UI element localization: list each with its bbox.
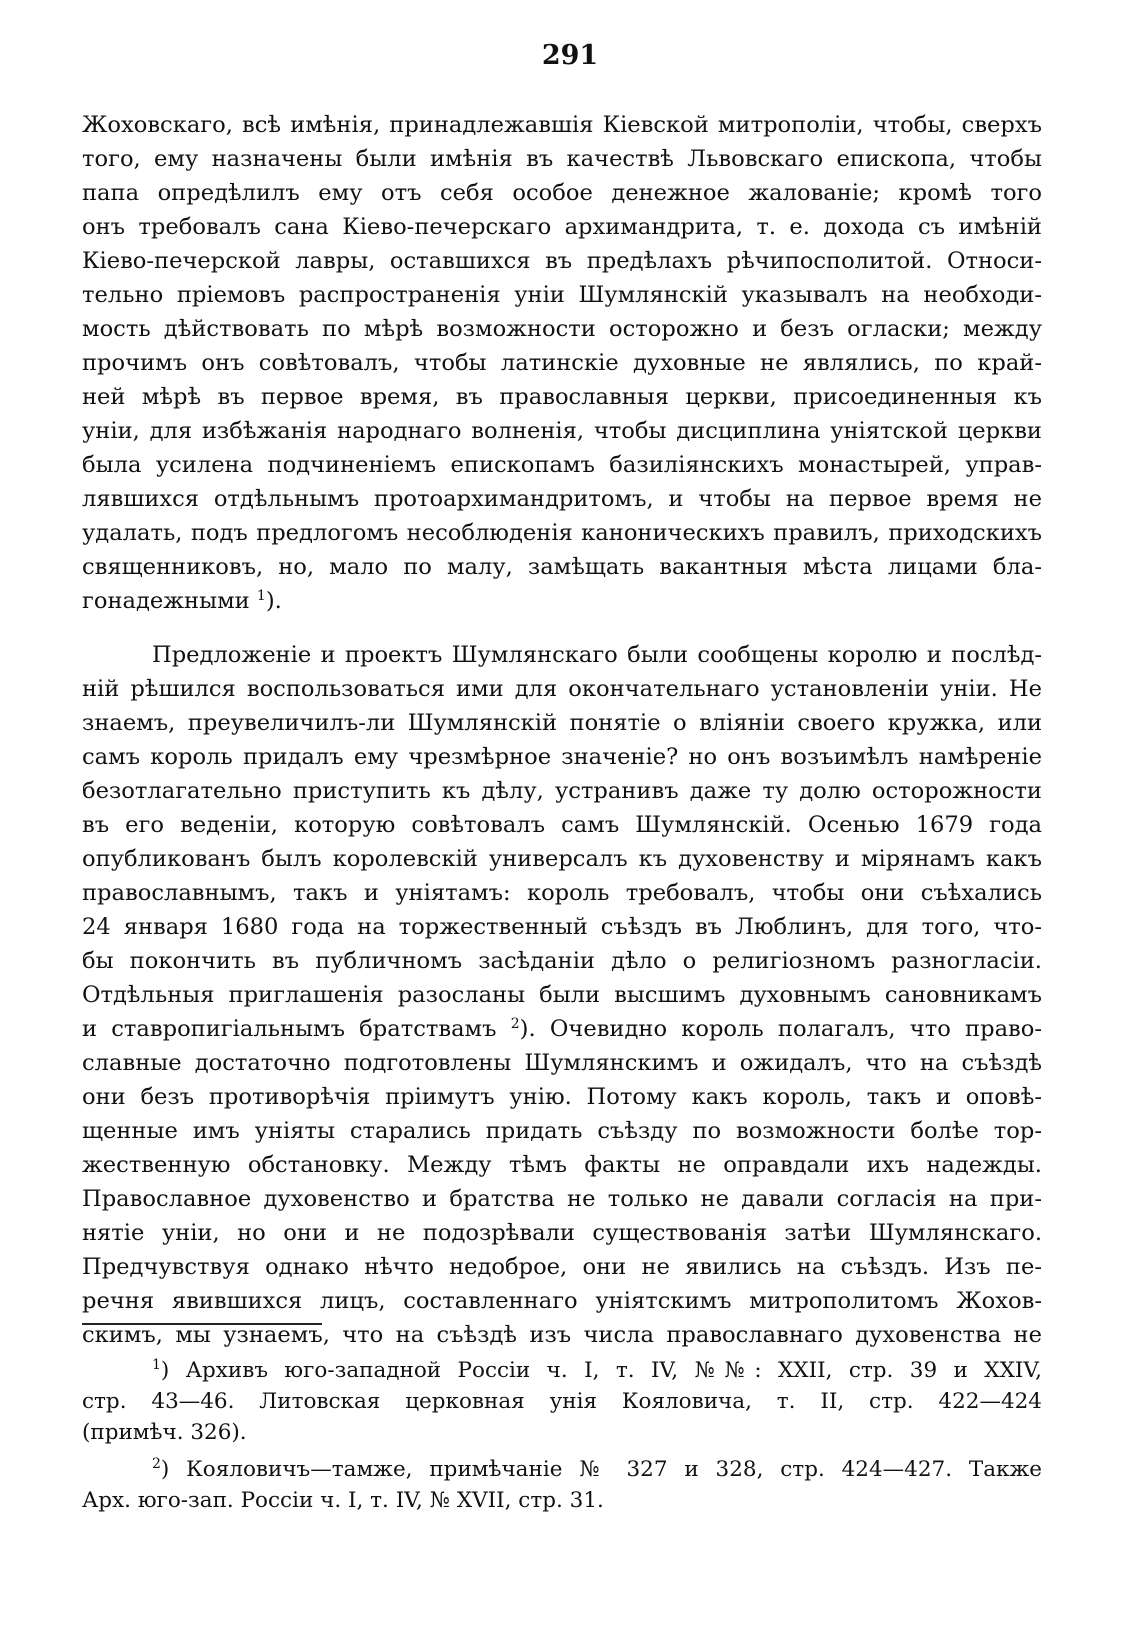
- text-line: священниковъ, но, мало по малу, замѣщать вакантныя мѣста лицами бла-: [82, 554, 1042, 580]
- footnote-ref-1[interactable]: 1: [256, 588, 266, 604]
- text-line: нятіе уніи, но они и не подозрѣвали существованія затѣи Шумлянскаго.: [82, 1220, 1042, 1246]
- footnote-2: [82, 1454, 1042, 1516]
- text-line: тельно пріемовъ распространенія уніи Шумлянскій указывалъ на необходи-: [82, 282, 1042, 308]
- text-line: 24 января 1680 года на торжественный съѣздъ въ Люблинъ, для того, что-: [82, 914, 1042, 940]
- text-line: Православное духовенство и братства не только не давали согласія на при-: [82, 1186, 1042, 1212]
- footnote-divider: [82, 1323, 322, 1325]
- text-line: [82, 584, 1042, 618]
- page-number: 291: [541, 40, 599, 71]
- paragraph-spacer: [82, 618, 1042, 638]
- footnote-marker: 1: [152, 1357, 161, 1373]
- paragraph-2: [82, 638, 1042, 1352]
- text-line: онъ требовалъ сана Кіево-печерскаго архимандрита, т. е. дохода съ имѣній: [82, 214, 1042, 240]
- text-line: самъ король придалъ ему чрезмѣрное значеніе? но онъ возъимѣлъ намѣреніе: [82, 744, 1042, 770]
- text-line: Предложеніе и проектъ Шумлянскаго были сообщены королю и послѣд-: [152, 642, 1042, 668]
- text-line: скимъ, мы узнаемъ, что на съѣздѣ изъ числа православнаго духовенства не: [82, 1322, 1042, 1348]
- text-line: ній рѣшился воспользоваться ими для окончательнаго установленіи уніи. Не: [82, 676, 1042, 702]
- text-line: Жоховскаго, всѣ имѣнія, принадлежавшія Кіевской митрополіи, чтобы, сверхъ: [82, 112, 1042, 138]
- text-fragment: ) Архивъ юго-западной Россіи ч. I, т. IV, №№: XXII, стр. 39 и XXIV,: [160, 1358, 1042, 1383]
- text-line: речня явившихся лицъ, составленнаго уніятскимъ митрополитомъ Жохов-: [82, 1288, 1042, 1314]
- text-line: они безъ противорѣчія пріимутъ унію. Потому какъ король, такъ и оповѣ-: [82, 1084, 1042, 1110]
- text-fragment: ) Кояловичъ—тамже, примѣчаніе № 327 и 328, стр. 424—427. Также: [160, 1457, 1042, 1482]
- text-line: славные достаточно подготовлены Шумлянскимъ и ожидалъ, что на съѣздѣ: [82, 1050, 1042, 1076]
- text-line: православнымъ, такъ и уніятамъ: король требовалъ, чтобы они съѣхались: [82, 880, 1042, 906]
- text-line: лявшихся отдѣльнымъ протоархимандритомъ, и чтобы на первое время не: [82, 486, 1042, 512]
- footnote-marker: 2: [152, 1456, 161, 1472]
- footnote-1: [82, 1355, 1042, 1448]
- text-line: [82, 1012, 1042, 1046]
- text-line: Кіево-печерской лавры, оставшихся въ предѣлахъ рѣчипосполитой. Относи-: [82, 248, 1042, 274]
- text-line: удалать, подъ предлогомъ несоблюденія каноническихъ правилъ, приходскихъ: [82, 520, 1042, 546]
- text-line: мость дѣйствовать по мѣрѣ возможности осторожно и безъ огласки; между: [82, 316, 1042, 342]
- footnote-line: [82, 1355, 1042, 1386]
- footnote-line: [82, 1454, 1042, 1485]
- text-line: Отдѣльныя приглашенія разосланы были высшимъ духовнымъ сановникамъ: [82, 982, 1042, 1008]
- text-line: была усилена подчиненіемъ епископамъ базиліянскихъ монастырей, управ-: [82, 452, 1042, 478]
- text-line: жественную обстановку. Между тѣмъ факты не оправдали ихъ надежды.: [82, 1152, 1042, 1178]
- footnote-line: Арх. юго-зап. Россіи ч. I, т. IV, № XVII, стр. 31.: [82, 1488, 604, 1513]
- text-fragment: ).: [265, 588, 282, 614]
- text-line: того, ему назначены были имѣнія въ качествѣ Львовскаго епископа, чтобы: [82, 146, 1042, 172]
- text-line: ней мѣрѣ въ первое время, въ православныя церкви, присоединенныя къ: [82, 384, 1042, 410]
- text-line: прочимъ онъ совѣтовалъ, чтобы латинскіе духовные не являлись, по край-: [82, 350, 1042, 376]
- text-fragment: гонадежными: [82, 588, 250, 614]
- text-line: бы покончить въ публичномъ засѣданіи дѣло о религіозномъ разногласіи.: [82, 948, 1042, 974]
- text-line: щенные имъ уніяты старались придать съѣзду по возможности болѣе тор-: [82, 1118, 1042, 1144]
- footnotes: [82, 1355, 1042, 1516]
- main-text: [82, 108, 1042, 1352]
- paragraph-1: [82, 108, 1042, 618]
- text-line: безотлагательно приступить къ дѣлу, устранивъ даже ту долю осторожности: [82, 778, 1042, 804]
- footnote-line: (примѣч. 326).: [82, 1420, 247, 1445]
- text-fragment: ). Очевидно король полагалъ, что право-: [519, 1016, 1042, 1042]
- text-line: папа опредѣлилъ ему отъ себя особое денежное жалованіе; кромѣ того: [82, 180, 1042, 206]
- footnote-ref-2[interactable]: 2: [510, 1016, 520, 1032]
- text-line: уніи, для избѣжанія народнаго волненія, чтобы дисциплина уніятской церкви: [82, 418, 1042, 444]
- text-line: въ его веденіи, которую совѣтовалъ самъ Шумлянскій. Осенью 1679 года: [82, 812, 1042, 838]
- footnote-line: стр. 43—46. Литовская церковная унія Кояловича, т. II, стр. 422—424: [82, 1389, 1042, 1414]
- text-fragment: и ставропигіальнымъ братствамъ: [82, 1016, 497, 1042]
- text-line: опубликованъ былъ королевскій универсалъ къ духовенству и мірянамъ какъ: [82, 846, 1042, 872]
- text-line: Предчувствуя однако нѣчто недоброе, они не явились на съѣздъ. Изъ пе-: [82, 1254, 1042, 1280]
- text-line: знаемъ, преувеличилъ-ли Шумлянскій понятіе о вліяніи своего кружка, или: [82, 710, 1042, 736]
